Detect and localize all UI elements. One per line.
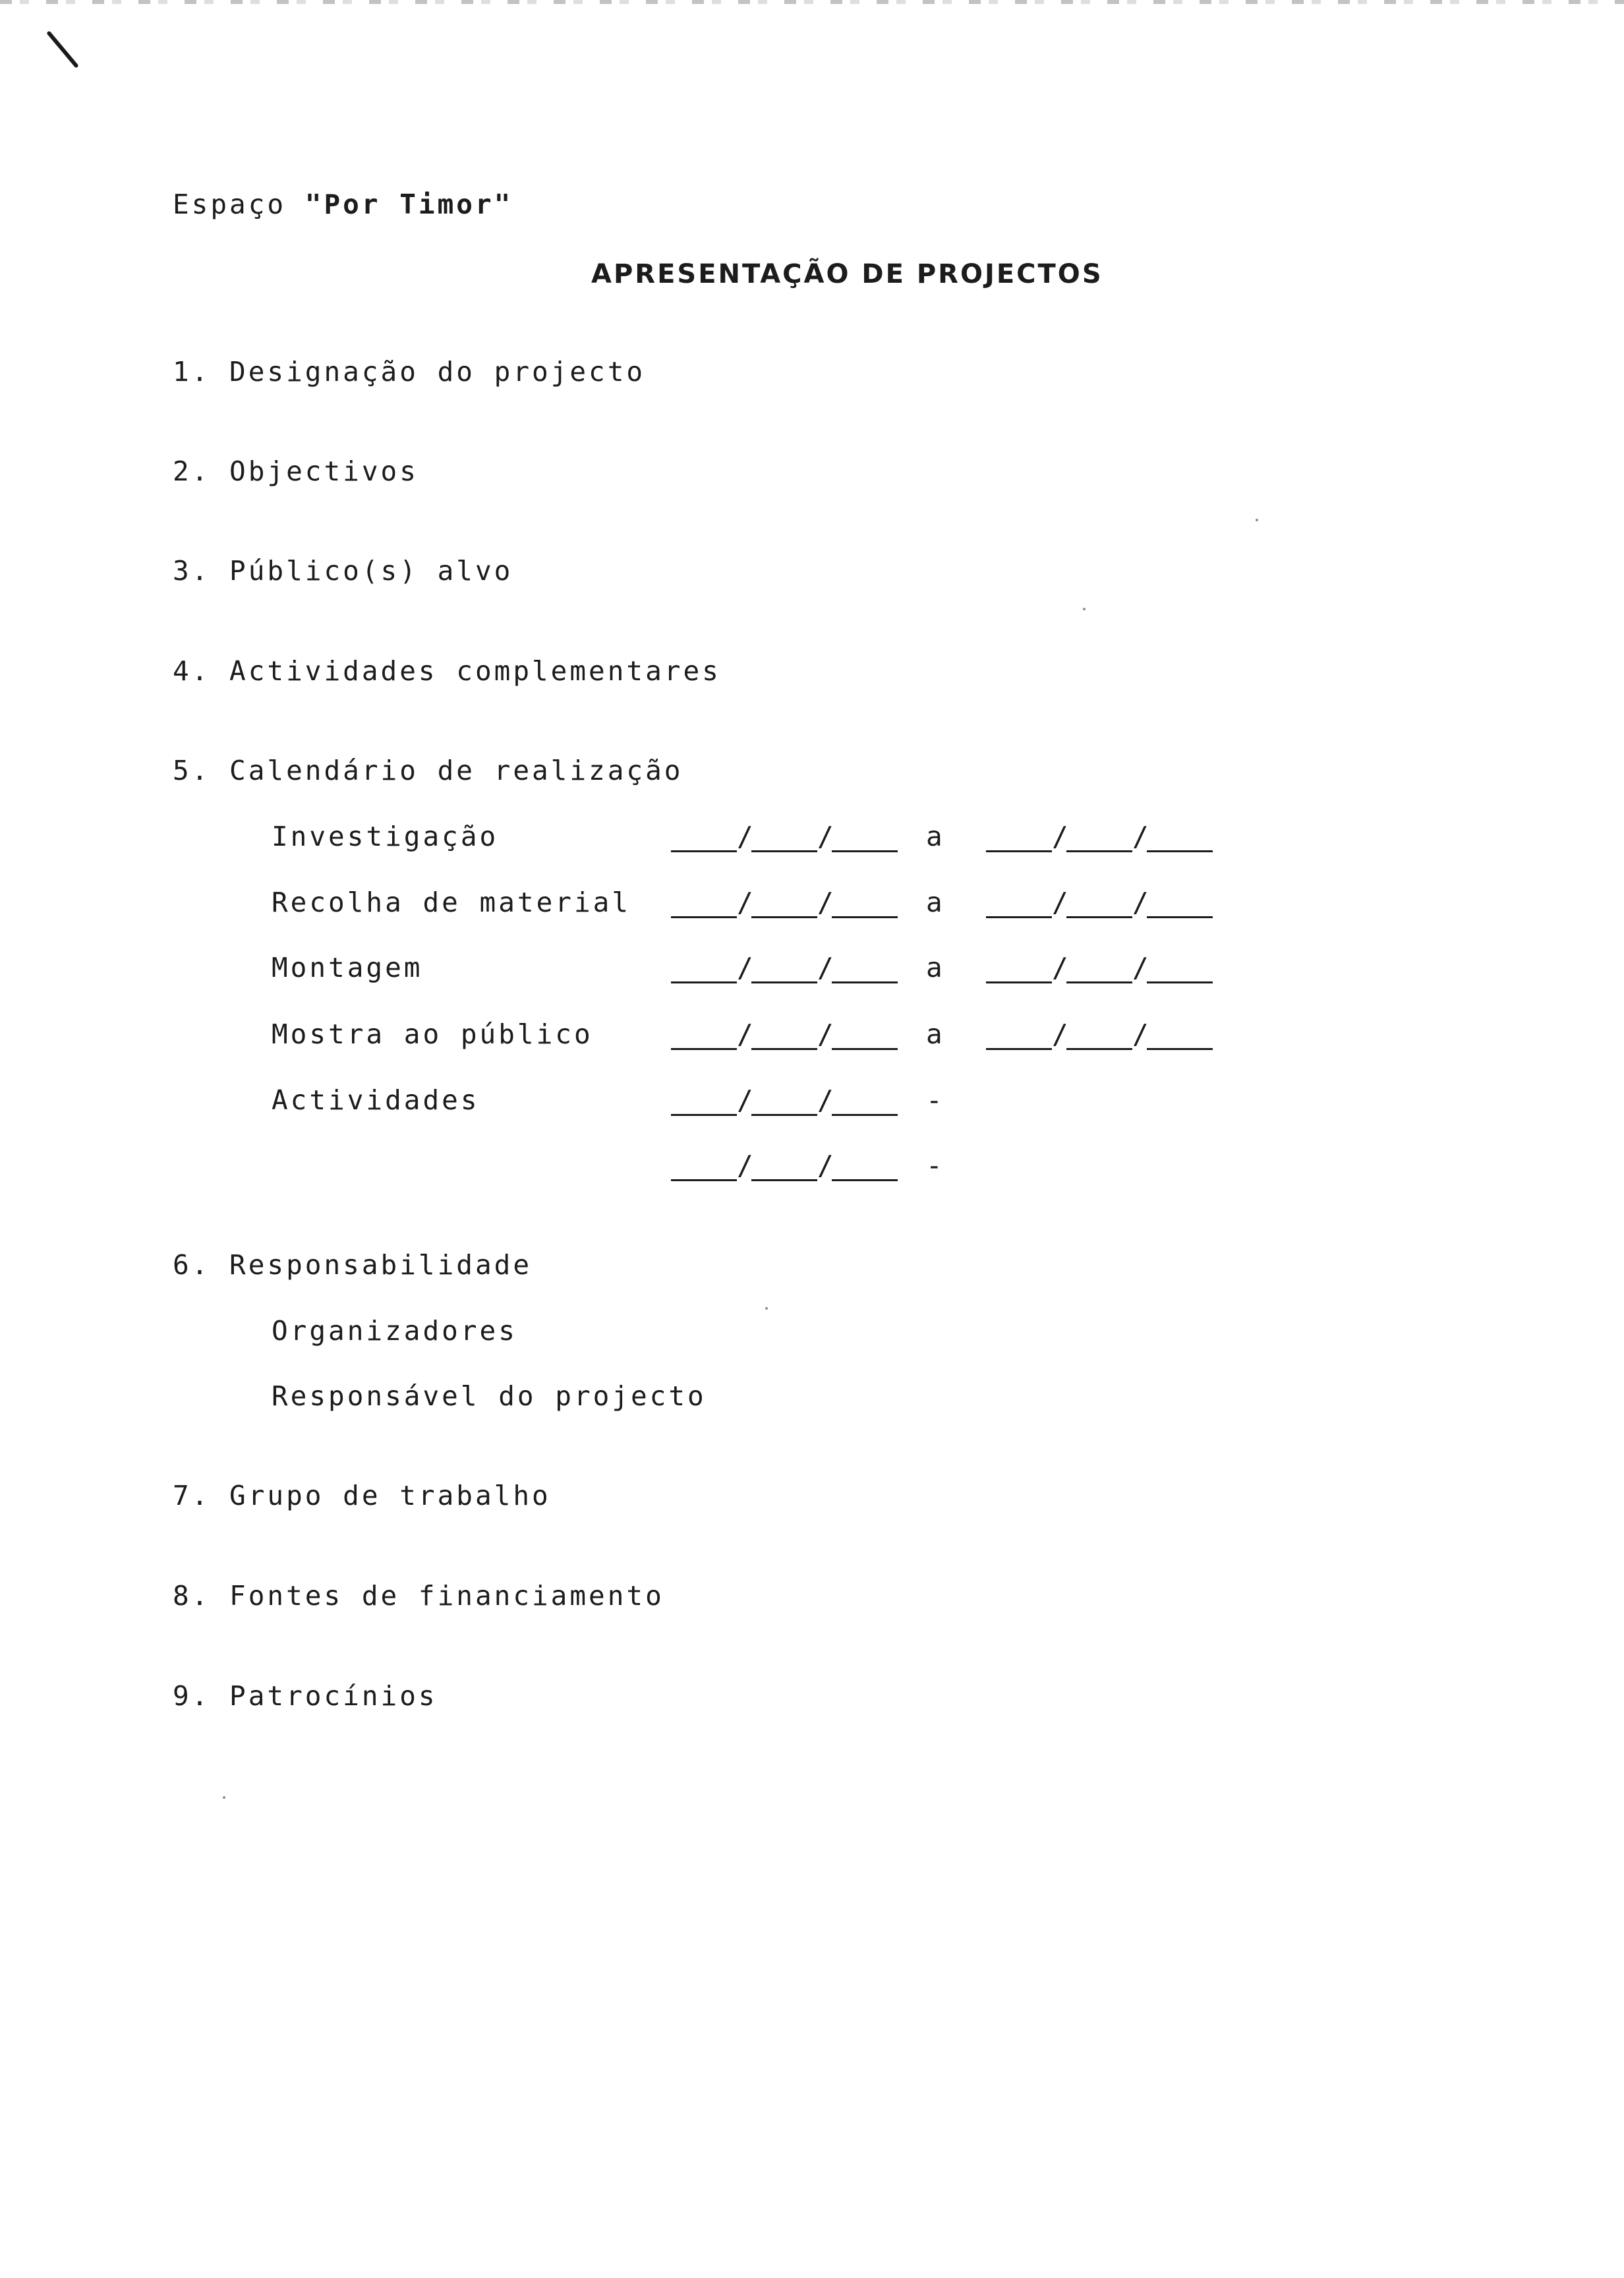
section-8-heading: 8. Fontes de financiamento bbox=[173, 1580, 664, 1612]
range-separator: a bbox=[926, 887, 945, 918]
end-date-field[interactable]: / / bbox=[986, 821, 1213, 852]
calendar-label-mostra: Mostra ao público bbox=[272, 1018, 593, 1050]
section-4-heading: 4. Actividades complementares bbox=[173, 655, 721, 687]
range-separator: - bbox=[926, 1084, 945, 1116]
page-title: APRESENTAÇÃO DE PROJECTOS bbox=[591, 259, 1103, 289]
calendar-label-montagem: Montagem bbox=[272, 952, 423, 983]
scan-edge-artifact bbox=[0, 0, 1624, 4]
scan-speck bbox=[1256, 519, 1258, 521]
range-separator: - bbox=[926, 1150, 945, 1181]
venue-line bbox=[173, 189, 513, 220]
section-1-heading: 1. Designação do projecto bbox=[173, 356, 646, 388]
start-date-field[interactable]: / / bbox=[671, 821, 898, 852]
calendar-label-recolha: Recolha de material bbox=[272, 887, 631, 918]
start-date-field[interactable]: / / bbox=[671, 1018, 898, 1050]
scan-speck bbox=[1083, 608, 1086, 610]
pen-mark bbox=[44, 29, 81, 71]
end-date-field[interactable]: / / bbox=[986, 952, 1213, 983]
end-date-field[interactable]: / / bbox=[986, 887, 1213, 918]
start-date-field[interactable]: / / bbox=[671, 952, 898, 983]
section-2-heading: 2. Objectivos bbox=[173, 455, 419, 487]
section-9-heading: 9. Patrocínios bbox=[173, 1680, 438, 1712]
scan-speck bbox=[223, 1796, 225, 1799]
section-5-heading: 5. Calendário de realização bbox=[173, 755, 683, 786]
venue-prefix: Espaço bbox=[173, 189, 305, 220]
start-date-field[interactable]: / / bbox=[671, 1150, 898, 1181]
range-separator: a bbox=[926, 1018, 945, 1050]
section-7-heading: 7. Grupo de trabalho bbox=[173, 1480, 551, 1511]
range-separator: a bbox=[926, 952, 945, 983]
section-3-heading: 3. Público(s) alvo bbox=[173, 555, 513, 587]
start-date-field[interactable]: / / bbox=[671, 1084, 898, 1116]
project-lead-label: Responsável do projecto bbox=[272, 1380, 707, 1412]
section-6-heading: 6. Responsabilidade bbox=[173, 1249, 532, 1281]
scan-speck bbox=[765, 1307, 768, 1310]
venue-name: "Por Timor" bbox=[304, 189, 513, 220]
calendar-label-investigacao: Investigação bbox=[272, 821, 499, 852]
range-separator: a bbox=[926, 821, 945, 852]
organizers-label: Organizadores bbox=[272, 1315, 517, 1347]
end-date-field[interactable]: / / bbox=[986, 1018, 1213, 1050]
start-date-field[interactable]: / / bbox=[671, 887, 898, 918]
calendar-label-actividades: Actividades bbox=[272, 1084, 480, 1116]
